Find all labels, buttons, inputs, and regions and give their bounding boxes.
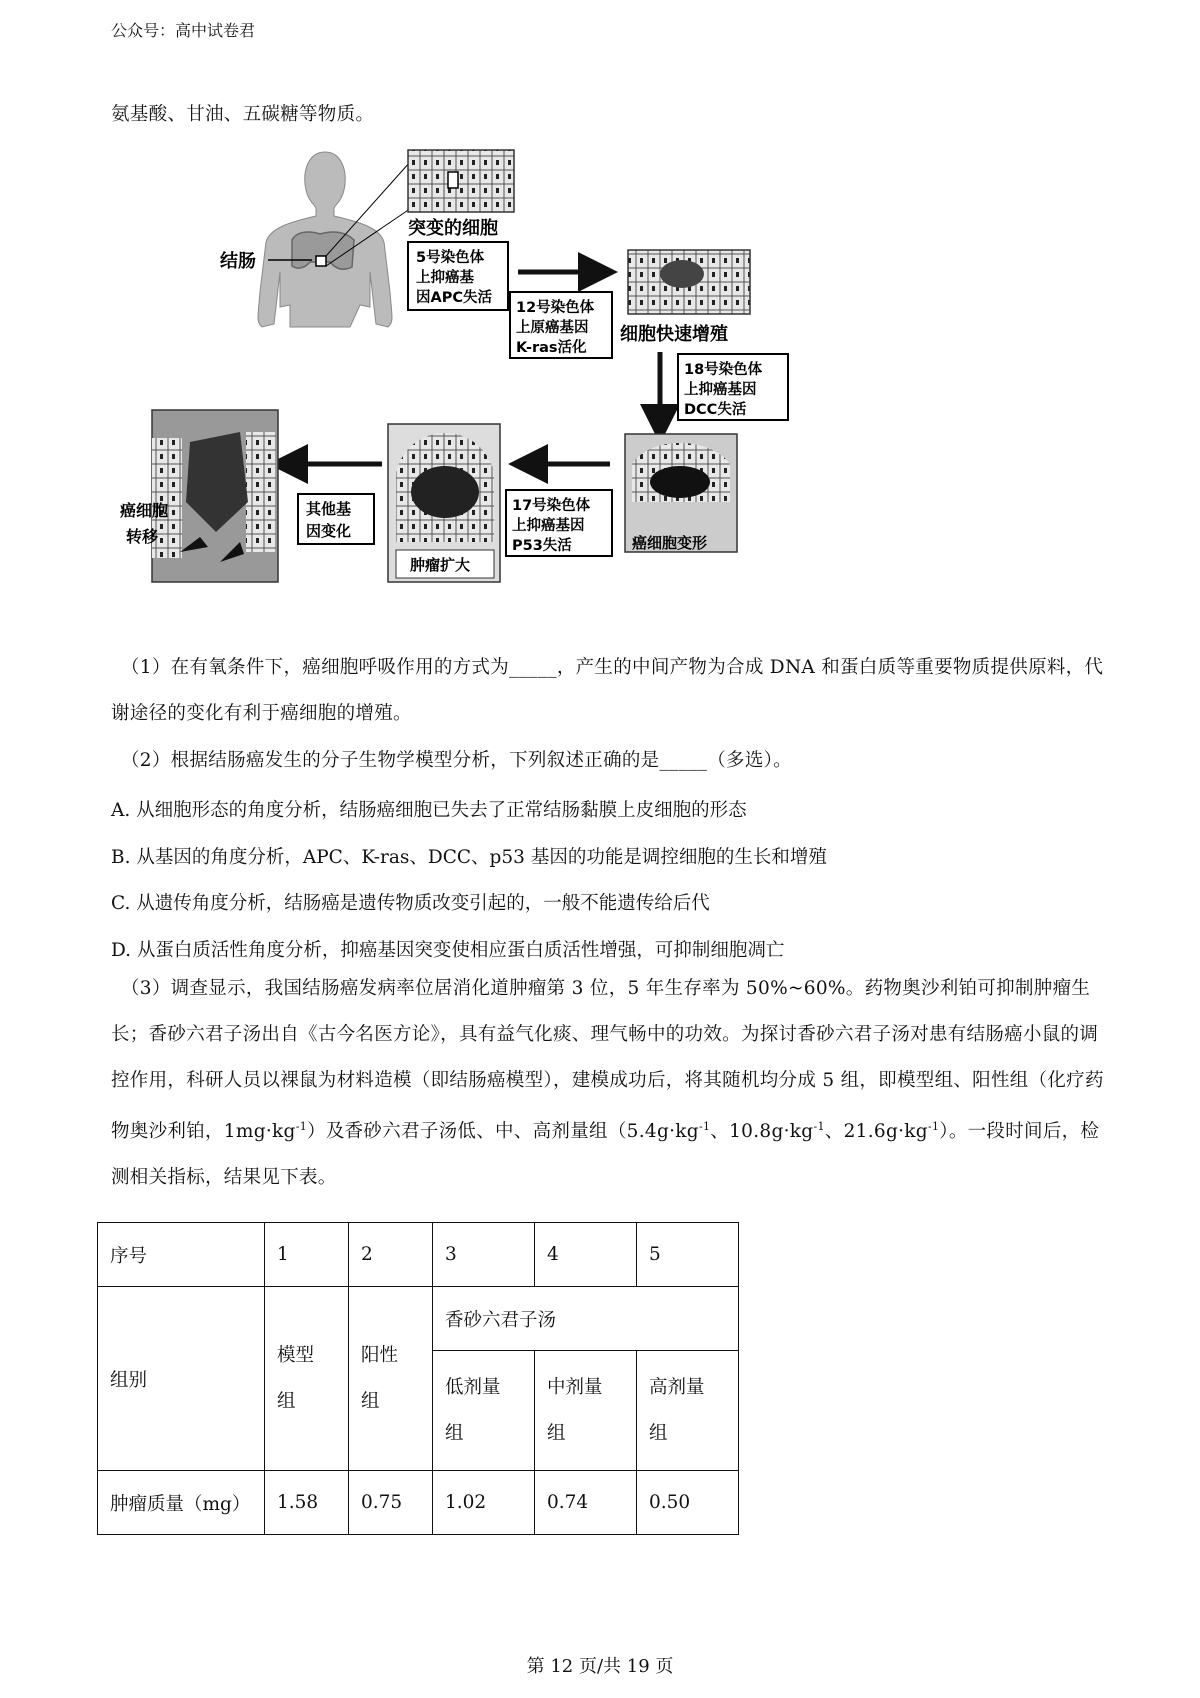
answer-blank[interactable]: _____ [509,657,557,678]
svg-text:5号染色体: 5号染色体 [416,250,485,266]
svg-text:上抑癌基因: 上抑癌基因 [512,518,585,534]
svg-text:上抑癌基因: 上抑癌基因 [684,382,757,398]
table-cell: 0.50 [637,1471,739,1535]
table-cell: 阳性 组 [349,1287,433,1471]
step3-box [678,354,788,420]
table-cell: 0.74 [535,1471,637,1535]
table-cell: 高剂量 组 [637,1351,739,1471]
svg-text:上抑癌基: 上抑癌基 [416,270,474,286]
answer-blank[interactable]: _____ [659,750,708,771]
tumor-label: 肿瘤扩大 [410,556,471,574]
svg-text:其他基: 其他基 [306,500,352,518]
svg-text:上原癌基因: 上原癌基因 [516,320,589,336]
metastasis-label-line2: 转移 [126,527,159,546]
question-2: （2）根据结肠癌发生的分子生物学模型分析，下列叙述正确的是_____（多选）。 [121,750,792,771]
mutated-cell-label: 突变的细胞 [408,218,498,239]
human-torso-icon [258,152,392,327]
step5-box [298,494,374,544]
table-row [98,1471,739,1535]
proliferation-label: 细胞快速增殖 [620,324,728,345]
svg-text:因变化: 因变化 [306,522,352,540]
row-label: 肿瘤质量（mg） [98,1471,265,1535]
colon-label: 结肠 [220,251,256,272]
table-cell: 3 [433,1223,535,1287]
row-label: 序号 [98,1223,265,1287]
option-b: B. 从基因的角度分析，APC、K-ras、DCC、p53 基因的功能是调控细胞的生长和增殖 [111,847,827,868]
svg-text:12号染色体: 12号染色体 [516,300,595,316]
step1-box [408,242,508,310]
option-c: C. 从遗传角度分析，结肠癌是遗传物质改变引起的，一般不能遗传给后代 [111,893,710,914]
svg-text:K-ras活化: K-ras活化 [516,340,587,356]
table-cell: 2 [349,1223,433,1287]
table-cell: 香砂六君子汤 [433,1287,739,1351]
step2-box [510,292,612,358]
table-row [98,1223,739,1287]
colon-cancer-model-figure [120,142,900,637]
table-cell: 1 [265,1223,349,1287]
table-row [98,1287,739,1351]
table-cell: 中剂量 组 [535,1351,637,1471]
svg-text:因APC失活: 因APC失活 [416,290,492,306]
results-table [97,1222,739,1535]
question-1: （1）在有氧条件下，癌细胞呼吸作用的方式为_____，产生的中间产物为合成 DNA 和蛋白质等重要物质提供原料，代谢途径的变化有利于癌细胞的增殖。 [111,657,1104,724]
table-cell: 模型 组 [265,1287,349,1471]
table-cell: 5 [637,1223,739,1287]
table-cell: 低剂量 组 [433,1351,535,1471]
question-3: （3）调查显示，我国结肠癌发病率位居消化道肿瘤第 3 位，5 年生存率为 50%~60%。药物奥沙利铂可抑制肿瘤生长；香砂六君子汤出自《古今名医方论》，具有益气化痰、理气畅中的功效。为探讨香砂六君子汤对患有结肠癌小鼠的调控作用，科研人员以裸鼠为材料造模（即结肠癌模型），建模成功后，将其随机均分成 5 组，即模型组、阳性组（化疗药物奥沙利铂，$1mg\cdot kg^{-1}$）及香砂六君子汤低、中、高剂量组（$5.4g\cdot kg^{-1}$、$10.8g\cdot kg^{-1}$、$21.6g\cdot kg^{-1}$）。一段时间后，检测相关指标，结果见下表。 [111,978,1104,1189]
step4-box [506,490,612,556]
metastasis-image [152,410,278,582]
svg-text:18号染色体: 18号染色体 [684,362,763,378]
svg-text:P53失活: P53失活 [512,538,572,554]
page-header: 公众号：高中试卷君 [111,21,256,40]
page-footer: 第 12 页/共 19 页 [526,1656,674,1677]
table-cell: 1.02 [433,1471,535,1535]
option-a: A. 从细胞形态的角度分析，结肠癌细胞已失去了正常结肠黏膜上皮细胞的形态 [111,800,747,821]
table-cell: 1.58 [265,1471,349,1535]
metastasis-label-line1: 癌细胞 [120,501,169,520]
deformation-label: 癌细胞变形 [632,534,708,552]
table-cell: 0.75 [349,1471,433,1535]
row-label: 组别 [98,1287,265,1471]
option-d: D. 从蛋白质活性角度分析，抑癌基因突变使相应蛋白质活性增强，可抑制细胞凋亡 [111,940,785,961]
table-cell: 4 [535,1223,637,1287]
intro-line: 氨基酸、甘油、五碳糖等物质。 [111,104,375,125]
svg-text:DCC失活: DCC失活 [684,402,747,418]
svg-text:17号染色体: 17号染色体 [512,498,591,514]
